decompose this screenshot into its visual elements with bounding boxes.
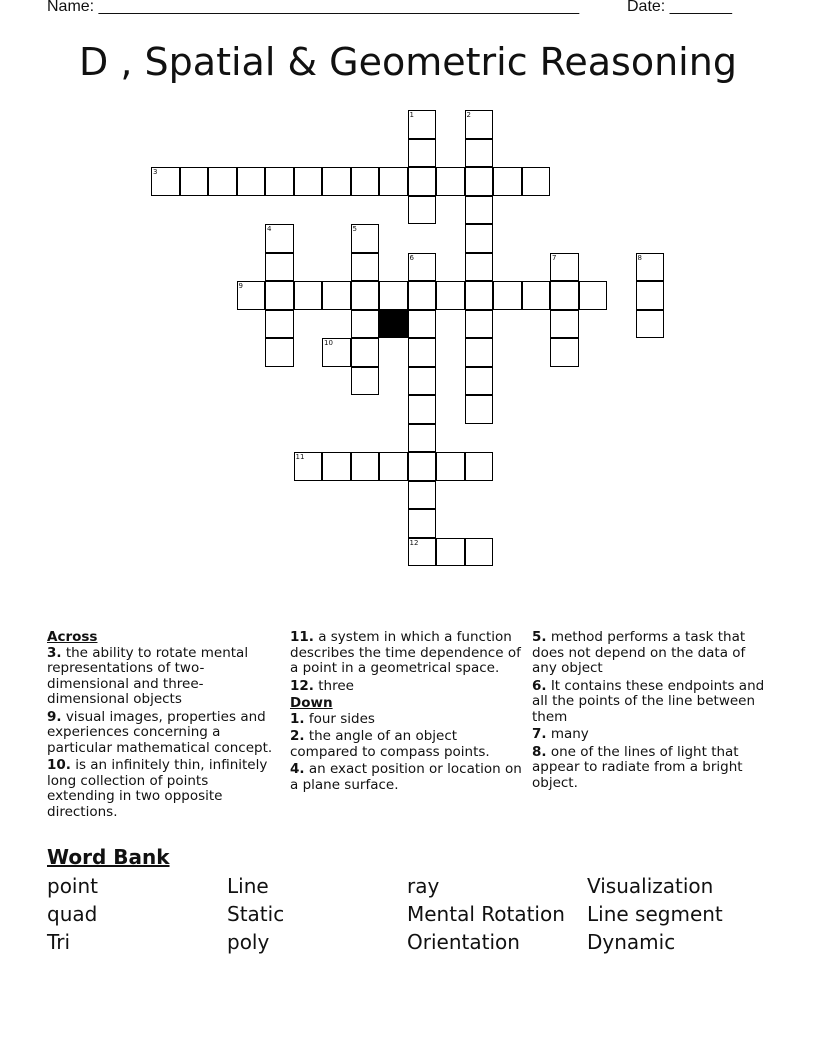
- word-bank-item: Orientation: [407, 930, 520, 954]
- grid-cell[interactable]: [322, 281, 351, 310]
- grid-cell[interactable]: [550, 310, 579, 339]
- clue-number: 7.: [532, 726, 547, 742]
- word-bank-item: quad: [47, 902, 98, 926]
- clue-text: visual images, properties and experiences concerning a particular mathematical concept.: [47, 708, 273, 756]
- clue-item: [47, 758, 279, 820]
- clue-text: an exact position or location on a plane surface.: [290, 761, 522, 793]
- grid-cell[interactable]: [493, 281, 522, 310]
- grid-cell[interactable]: [351, 281, 380, 310]
- grid-cell[interactable]: [408, 338, 437, 367]
- clue-text: method performs a task that does not depend on the data of any object: [532, 629, 746, 676]
- grid-cell[interactable]: [465, 310, 494, 339]
- clue-number: 5.: [532, 629, 547, 645]
- clue-item: [290, 729, 522, 760]
- grid-cell[interactable]: [379, 452, 408, 481]
- grid-cell[interactable]: [322, 452, 351, 481]
- clue-number: 11.: [290, 629, 314, 645]
- blocked-cell: [379, 310, 408, 339]
- grid-cell[interactable]: [465, 167, 494, 196]
- grid-cell[interactable]: [465, 253, 494, 282]
- grid-cell[interactable]: [579, 281, 608, 310]
- clue-item: [532, 630, 772, 677]
- clue-text: the ability to rotate mental representations of two-dimensional and three-dimensional objects: [47, 644, 249, 707]
- grid-cell[interactable]: [408, 509, 437, 538]
- grid-cell[interactable]: [550, 253, 579, 282]
- grid-cell[interactable]: [180, 167, 209, 196]
- clue-item: [290, 712, 522, 728]
- grid-cell[interactable]: [265, 310, 294, 339]
- word-bank-item: Visualization: [587, 874, 714, 898]
- grid-cell[interactable]: [436, 281, 465, 310]
- grid-cell[interactable]: [265, 224, 294, 253]
- cell-number: 9: [238, 282, 243, 290]
- grid-cell[interactable]: [493, 167, 522, 196]
- word-bank-item: Tri: [47, 930, 71, 954]
- grid-cell[interactable]: [436, 452, 465, 481]
- word-bank-title: Word Bank: [47, 845, 170, 869]
- grid-cell[interactable]: [522, 167, 551, 196]
- grid-cell[interactable]: [465, 452, 494, 481]
- grid-cell[interactable]: [265, 338, 294, 367]
- clue-number: 1.: [290, 710, 305, 727]
- grid-cell[interactable]: [522, 281, 551, 310]
- clue-item: [290, 630, 522, 677]
- cell-number: 12: [409, 538, 419, 547]
- word-bank-item: Static: [227, 902, 285, 926]
- word-bank-item: ray: [407, 874, 440, 898]
- clue-item: [290, 679, 522, 695]
- grid-cell[interactable]: [408, 538, 437, 567]
- grid-cell[interactable]: [294, 281, 323, 310]
- grid-cell[interactable]: [465, 224, 494, 253]
- clue-item: [290, 762, 522, 793]
- grid-cell[interactable]: [408, 139, 437, 168]
- cell-number: 4: [267, 225, 272, 233]
- grid-cell[interactable]: [408, 110, 437, 139]
- clue-number: 8.: [532, 743, 547, 760]
- grid-cell[interactable]: [550, 338, 579, 367]
- grid-cell[interactable]: [322, 338, 351, 367]
- grid-cell[interactable]: [379, 281, 408, 310]
- cell-number: 6: [409, 253, 414, 262]
- clue-number: 3.: [47, 644, 62, 661]
- grid-cell[interactable]: [265, 253, 294, 282]
- cell-number: 3: [153, 168, 158, 176]
- across-heading: Across: [47, 629, 98, 645]
- word-bank-item: Line segment: [587, 902, 723, 926]
- clue-number: 6.: [532, 677, 547, 694]
- word-bank-item: poly: [227, 930, 270, 954]
- down-heading: Down: [290, 695, 333, 711]
- clue-item: [532, 727, 772, 743]
- puzzle-title: D , Spatial & Geometric Reasoning: [79, 40, 737, 84]
- grid-cell[interactable]: [294, 452, 323, 481]
- grid-cell[interactable]: [237, 281, 266, 310]
- clue-text: four sides: [304, 710, 375, 727]
- grid-cell[interactable]: [408, 452, 437, 481]
- grid-cell[interactable]: [265, 167, 294, 196]
- cell-number: 1: [409, 111, 414, 119]
- clue-number: 4.: [290, 761, 305, 777]
- grid-cell[interactable]: [265, 281, 294, 310]
- grid-cell[interactable]: [351, 338, 380, 367]
- grid-cell[interactable]: [408, 395, 437, 424]
- clue-text: one of the lines of light that appear to radiate from a bright object.: [532, 743, 743, 791]
- clue-item: [532, 679, 772, 726]
- grid-cell[interactable]: [379, 167, 408, 196]
- clue-text: is an infinitely thin, infinitely long collection of points extending in two opposite directions.: [47, 757, 268, 820]
- grid-cell[interactable]: [351, 253, 380, 282]
- cell-number: 11: [295, 453, 305, 461]
- grid-cell[interactable]: [237, 167, 266, 196]
- grid-cell[interactable]: [351, 310, 380, 339]
- grid-cell[interactable]: [465, 139, 494, 168]
- clue-number: 2.: [290, 728, 305, 744]
- grid-cell[interactable]: [408, 281, 437, 310]
- grid-cell[interactable]: [636, 281, 665, 310]
- cell-number: 7: [552, 253, 557, 262]
- grid-cell[interactable]: [408, 424, 437, 453]
- word-bank-item: Line: [227, 874, 269, 898]
- grid-cell[interactable]: [465, 338, 494, 367]
- grid-cell[interactable]: [408, 481, 437, 510]
- clue-text: many: [546, 726, 589, 742]
- cell-number: 2: [466, 111, 471, 119]
- name-field-label[interactable]: Name: ______________________________________________________: [47, 0, 580, 15]
- word-bank-item: point: [47, 874, 99, 898]
- cell-number: 5: [352, 225, 357, 233]
- grid-cell[interactable]: [208, 167, 237, 196]
- grid-cell[interactable]: [465, 538, 494, 567]
- grid-cell[interactable]: [465, 196, 494, 225]
- cell-number: 10: [324, 339, 333, 347]
- clue-item: [47, 646, 279, 708]
- date-field-label[interactable]: Date: _______: [627, 0, 732, 15]
- clue-item: [47, 710, 279, 757]
- grid-cell[interactable]: [636, 310, 665, 339]
- clue-text: three: [313, 677, 354, 694]
- clue-item: [532, 745, 772, 792]
- grid-cell[interactable]: [465, 395, 494, 424]
- grid-cell[interactable]: [351, 452, 380, 481]
- clue-text: the angle of an object compared to compass points.: [290, 728, 490, 760]
- grid-cell[interactable]: [408, 196, 437, 225]
- grid-cell[interactable]: [636, 253, 665, 282]
- cell-number: 8: [637, 253, 642, 262]
- clue-text: It contains these endpoints and all the points of the line between them: [532, 677, 765, 725]
- grid-cell[interactable]: [151, 167, 180, 196]
- clue-number: 10.: [47, 757, 71, 773]
- grid-cell[interactable]: [294, 167, 323, 196]
- grid-cell[interactable]: [351, 367, 380, 396]
- grid-cell[interactable]: [351, 167, 380, 196]
- grid-cell[interactable]: [408, 253, 437, 282]
- grid-cell[interactable]: [465, 281, 494, 310]
- clue-number: 9.: [47, 708, 62, 725]
- word-bank-item: Mental Rotation: [407, 902, 565, 926]
- grid-cell[interactable]: [550, 281, 579, 310]
- grid-cell[interactable]: [408, 167, 437, 196]
- grid-cell[interactable]: [408, 310, 437, 339]
- grid-cell[interactable]: [465, 110, 494, 139]
- clue-text: a system in which a function describes the time dependence of a point in a geometrical space.: [290, 629, 521, 676]
- clue-column-1: [47, 630, 279, 822]
- clue-column-3: [532, 630, 772, 793]
- clue-number: 12.: [290, 677, 314, 694]
- word-bank-item: Dynamic: [587, 930, 676, 954]
- grid-cell[interactable]: [436, 538, 465, 567]
- grid-cell[interactable]: [322, 167, 351, 196]
- clue-column-2: [290, 630, 522, 795]
- grid-cell[interactable]: [465, 367, 494, 396]
- grid-cell[interactable]: [351, 224, 380, 253]
- grid-cell[interactable]: [408, 367, 437, 396]
- grid-cell[interactable]: [436, 167, 465, 196]
